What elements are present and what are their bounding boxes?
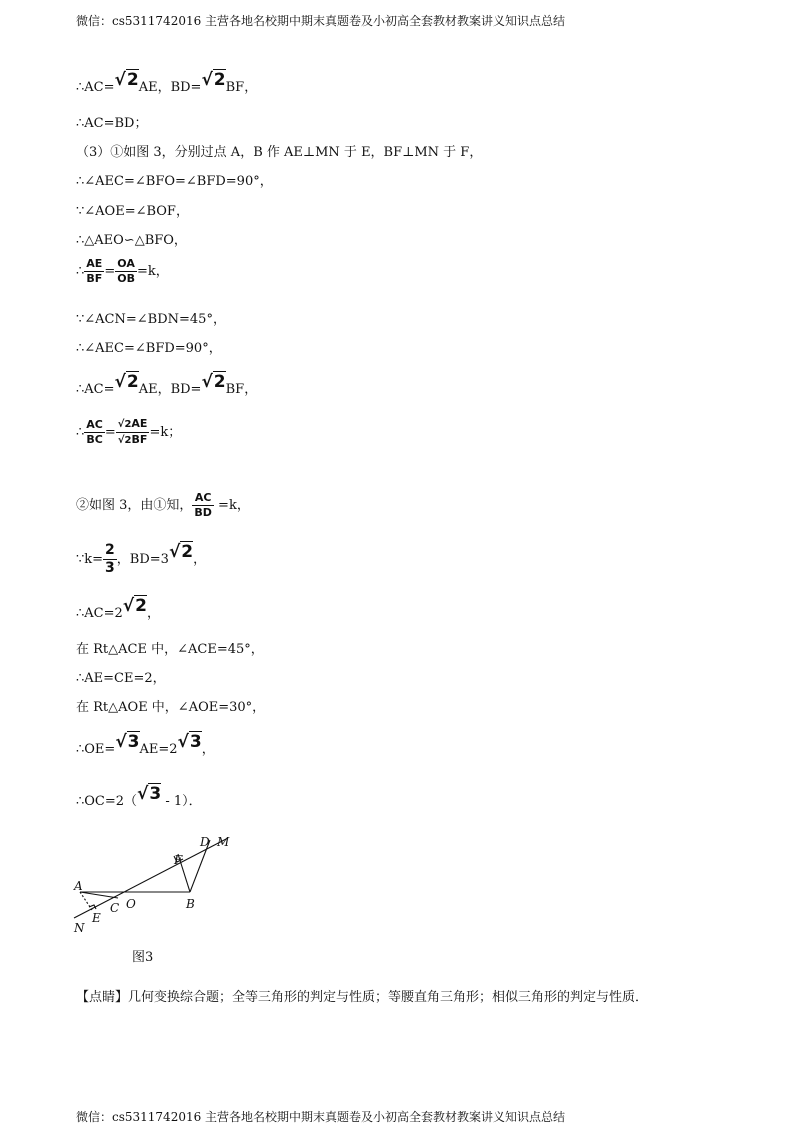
segment-ac (80, 892, 118, 898)
solution-line: ∴OC=2（√3 - 1）． (76, 784, 202, 809)
fraction: $\frac{2}{3}$ (105, 542, 115, 576)
solution-line: ∴ $\frac{AE}{BF}$ = $\frac{OA}{OB}$ =k， (76, 257, 169, 285)
label-a: A (74, 879, 83, 893)
sqrt-2: √2 (168, 542, 194, 562)
solution-line: ∴∠AEC=∠BFO=∠BFD=90°， (76, 174, 273, 189)
label-o: O (126, 897, 136, 911)
solution-line: ∵∠AOE=∠BOF， (76, 204, 189, 219)
solution-line: 在 Rt△ACE 中，∠ACE=45°， (76, 642, 264, 657)
segment-ae (80, 892, 92, 910)
line-mn (74, 838, 228, 918)
page-header: 微信：cs5311742016 主营各地名校期中期末真题卷及小初高全套教材教案讲义知识点总结 (76, 14, 566, 28)
sqrt-3: √3 (115, 732, 140, 752)
label-n: N (74, 921, 85, 935)
fraction: $\frac{AC}{BC}$ (86, 418, 103, 446)
fraction: $\frac{AC}{BD}$ (194, 491, 212, 519)
label-m: M (217, 835, 230, 849)
geometry-figure-3 (70, 826, 250, 936)
label-b: B (186, 897, 195, 911)
page-footer: 微信：cs5311742016 主营各地名校期中期末真题卷及小初高全套教材教案讲义知识点总结 (76, 1110, 566, 1124)
solution-line: ∴AC=√2AE，BD=√2BF， (76, 372, 258, 397)
fraction: $\frac{AE}{BF}$ (86, 257, 103, 285)
solution-line: ∴△AEO∽△BFO， (76, 233, 187, 248)
solution-line: ∴AC=√2AE，BD=√2BF， (76, 70, 258, 95)
solution-line: ∴∠AEC=∠BFD=90°， (76, 341, 222, 356)
label-c: C (110, 901, 120, 915)
solution-line: ∴AE=CE=2， (76, 671, 166, 686)
key-points-summary: 【点睛】几何变换综合题；全等三角形的判定与性质；等腰直角三角形；相似三角形的判定与性质． (76, 990, 649, 1005)
sqrt-3: √3 (177, 732, 202, 752)
fraction: $\frac{OA}{OB}$ (117, 257, 135, 285)
figure-caption: 图3 (132, 950, 154, 965)
solution-line: ∴ $\frac{AC}{BC}$ = $\frac{√2AE}{√2BF}$ =k； (76, 417, 182, 446)
solution-line: ∴OE=√3AE=2√3， (76, 732, 215, 757)
solution-line: 在 Rt△AOE 中，∠AOE=30°， (76, 700, 266, 715)
solution-line: ②如图 3，由①知， $\frac{AC}{BD}$ =k， (76, 491, 250, 519)
sqrt-2: √2 (201, 70, 226, 90)
label-f: F (174, 853, 183, 867)
sqrt-2: √2 (201, 372, 226, 392)
solution-line: ∵∠ACN=∠BDN=45°， (76, 312, 226, 327)
solution-line: ∵k= $\frac{2}{3}$ ，BD=3√2， (76, 542, 207, 576)
sqrt-3: √3 (137, 784, 162, 804)
fraction: $\frac{√2AE}{√2BF}$ (117, 417, 148, 446)
label-d: D (200, 835, 210, 849)
sqrt-2: √2 (114, 70, 139, 90)
solution-line: ∴AC=2√2， (76, 596, 160, 621)
solution-line: （3）①如图 3，分别过点 A，B 作 AE⊥MN 于 E，BF⊥MN 于 F， (76, 145, 483, 160)
solution-line: ∴AC=BD； (76, 116, 148, 131)
label-e: E (92, 911, 101, 925)
sqrt-2: √2 (122, 596, 147, 616)
sqrt-2: √2 (114, 372, 139, 392)
